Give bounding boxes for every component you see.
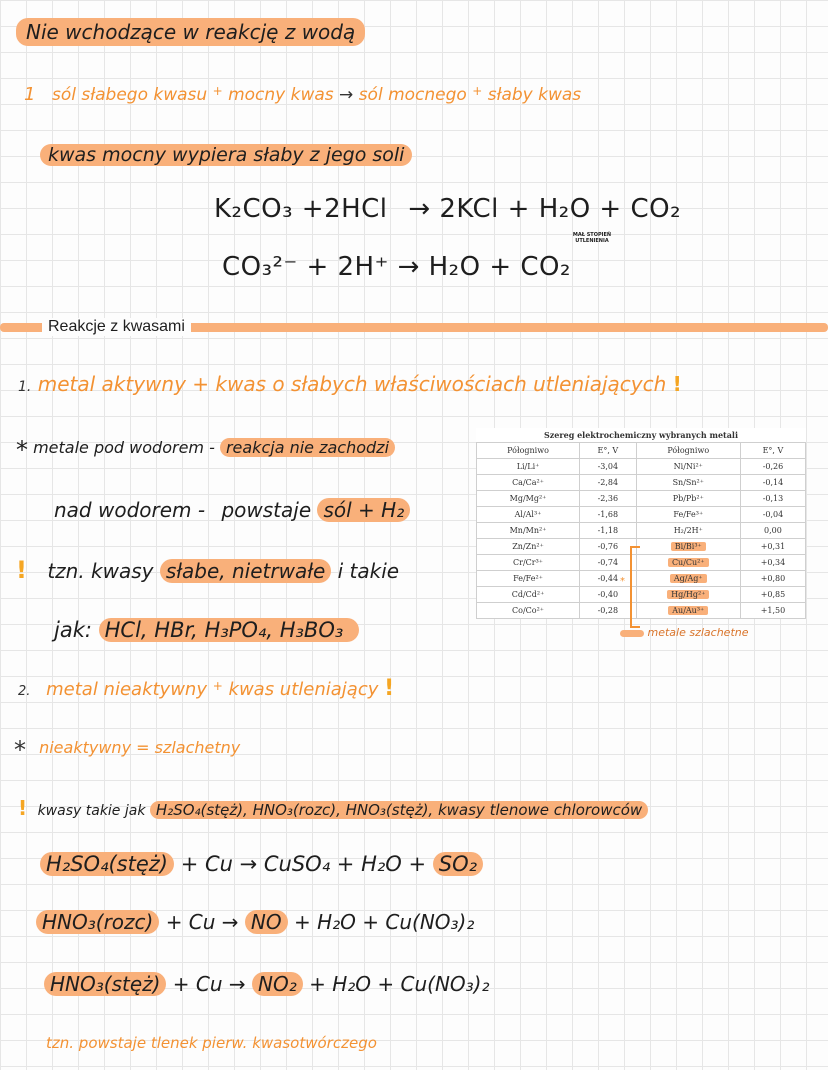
table-row <box>477 587 806 603</box>
jak-line <box>54 618 359 642</box>
eq1-rhs: → 2KCl + H₂O + CO₂ <box>408 194 682 224</box>
eq4-lhs: HNO₃(rozc) <box>36 910 159 934</box>
noble-metal-cell: Cu/Cu²⁺ <box>668 558 709 567</box>
table-cell: Cd/Cd²⁺ <box>477 587 580 603</box>
rule1-prod1: sól mocnego <box>358 84 467 105</box>
table-cell: -0,14 <box>740 475 805 491</box>
table-cell: Ni/Ni²⁺ <box>636 459 740 475</box>
tzn-highlight: słabe, nietrwałe <box>160 559 331 583</box>
table-cell <box>636 571 740 587</box>
table-row <box>477 603 806 619</box>
acids-list: H₂SO₄(stęż), HNO₃(rozc), HNO₃(stęż), kwasy tlenowe chlorowców <box>150 801 648 819</box>
series-table <box>476 428 806 619</box>
star2-text: nieaktywny = szlachetny <box>39 738 241 758</box>
rule1-note: kwas mocny wypiera słaby z jego soli <box>40 144 412 166</box>
star2-line <box>14 736 240 764</box>
table-cell: 0,00 <box>740 523 805 539</box>
rule-b-text: metal nieaktywny <box>46 679 207 700</box>
exclamation-icon: ! <box>16 556 27 584</box>
table-row <box>477 459 806 475</box>
eq5-lhs: HNO₃(stęż) <box>44 972 166 996</box>
table-cell: -0,76 <box>580 539 637 555</box>
rule1-left: sól słabego kwasu <box>52 84 208 105</box>
acids-line <box>18 796 648 820</box>
rule1-plus2: + <box>472 84 483 98</box>
table-cell: -0,74 <box>580 555 637 571</box>
jak-label: jak: <box>54 618 92 642</box>
star1-highlight: reakcja nie zachodzi <box>220 438 395 457</box>
table-header-row <box>477 443 806 459</box>
eq3-rhs: + Cu → CuSO₄ + H₂O + <box>180 852 427 876</box>
table-cell: +0,31 <box>740 539 805 555</box>
eq5-rhs: + H₂O + Cu(NO₃)₂ <box>309 972 490 996</box>
table-cell: -0,44 <box>580 571 637 587</box>
table-cell <box>636 539 740 555</box>
table-cell: -0,26 <box>740 459 805 475</box>
table-row <box>477 539 806 555</box>
table-cell: -2,36 <box>580 491 637 507</box>
star1-line <box>16 436 395 464</box>
table-cell <box>636 603 740 619</box>
table-cell: -1,18 <box>580 523 637 539</box>
equation-2: CO₃²⁻ + 2H⁺ → H₂O + CO₂ <box>222 252 571 282</box>
table-cell: Fe/Fe³⁺ <box>636 507 740 523</box>
table-cell: Zn/Zn²⁺ <box>477 539 580 555</box>
rule-a <box>18 372 682 396</box>
table-row <box>477 571 806 587</box>
table-cell: Sn/Sn²⁺ <box>636 475 740 491</box>
exclamation-icon: ! <box>384 676 395 701</box>
table-row <box>477 491 806 507</box>
noble-metal-cell: Au/Au³⁺ <box>668 606 708 615</box>
table-row <box>477 507 806 523</box>
table-cell: -3,04 <box>580 459 637 475</box>
noble-metals-text: metale szlachetne <box>647 626 749 639</box>
eq5-mid: + Cu → <box>172 972 246 996</box>
rule1-plus: + <box>212 84 223 98</box>
tzn-text3: i takie <box>337 559 400 583</box>
eq3-gas: SO₂ <box>433 852 483 876</box>
table-cell: Pb/Pb²⁺ <box>636 491 740 507</box>
asterisk-icon: * <box>14 736 26 764</box>
table-cell <box>636 587 740 603</box>
table-cell: +0,85 <box>740 587 805 603</box>
table-header: Półogniwo <box>636 443 740 459</box>
table-cell: Cr/Cr³⁺ <box>477 555 580 571</box>
table-row <box>477 555 806 571</box>
table-cell: -0,28 <box>580 603 637 619</box>
table-cell: -2,84 <box>580 475 637 491</box>
table-row <box>477 523 806 539</box>
eq1-annotation: MAŁ STOPIEŃ UTLENIENIA <box>572 232 612 244</box>
table-cell: +0,34 <box>740 555 805 571</box>
rule1-arrow: → <box>339 84 354 105</box>
table-cell <box>636 555 740 571</box>
table-cell: Co/Co²⁺ <box>477 603 580 619</box>
rule-a-number: 1. <box>18 379 32 395</box>
electrochemical-series-table <box>476 428 806 619</box>
noble-star: * <box>620 576 625 587</box>
conclusion: tzn. powstaje tlenek pierw. kwasotwórczego <box>46 1034 377 1052</box>
eq1-lhs: K₂CO₃ +2HCl <box>214 194 388 224</box>
table-cell: Mg/Mg²⁺ <box>477 491 580 507</box>
table-cell: +1,50 <box>740 603 805 619</box>
above-hydrogen-line <box>54 498 410 522</box>
noble-metal-cell: Ag/Ag⁺ <box>670 574 707 583</box>
table-cell: -0,04 <box>740 507 805 523</box>
table-cell: -0,40 <box>580 587 637 603</box>
rule-b-number: 2. <box>18 684 31 699</box>
equation-5 <box>44 972 490 996</box>
noble-metal-cell: Hg/Hg²⁺ <box>667 590 709 599</box>
equation-1 <box>214 194 681 224</box>
noble-metals-bracket <box>630 546 640 628</box>
rule-a-text: metal aktywny + kwas o słabych właściwościach utleniających <box>37 372 667 396</box>
table-cell: Ca/Ca²⁺ <box>477 475 580 491</box>
above-text2: powstaje <box>221 498 312 522</box>
star1-text: metale pod wodorem - <box>33 438 215 458</box>
rule-b <box>18 676 394 701</box>
table-cell: Li/Li⁺ <box>477 459 580 475</box>
table-header: Półogniwo <box>477 443 580 459</box>
eq5-gas: NO₂ <box>252 972 303 996</box>
tzn-line <box>16 556 399 584</box>
exclamation-icon: ! <box>672 372 682 396</box>
rule1-prod2: słaby kwas <box>487 84 582 105</box>
rule-b-text2: kwas utleniający <box>228 679 379 700</box>
rule1-line <box>52 84 581 105</box>
equation-3 <box>40 852 483 876</box>
table-header: E°, V <box>580 443 637 459</box>
rule-b-plus: + <box>212 679 223 694</box>
jak-acids: HCl, HBr, H₃PO₄, H₃BO₃ <box>99 618 360 642</box>
eq4-gas: NO <box>245 910 288 934</box>
eq3-lhs: H₂SO₄(stęż) <box>40 852 174 876</box>
noble-metals-label <box>620 626 749 639</box>
eq4-mid: + Cu → <box>165 910 239 934</box>
section-heading: Reakcje z kwasami <box>42 318 191 336</box>
table-caption: Szereg elektrochemiczny wybranych metali <box>543 430 739 440</box>
asterisk-icon: * <box>16 436 28 464</box>
exclamation-icon: ! <box>18 796 28 820</box>
above-highlight: sól + H₂ <box>317 498 410 522</box>
eq4-rhs: + H₂O + Cu(NO₃)₂ <box>293 910 475 934</box>
table-cell: -0,13 <box>740 491 805 507</box>
table-cell: Mn/Mn²⁺ <box>477 523 580 539</box>
equation-4 <box>36 910 474 934</box>
noble-metal-cell: Bi/Bi³⁺ <box>671 542 706 551</box>
table-cell: -1,68 <box>580 507 637 523</box>
table-cell: +0,80 <box>740 571 805 587</box>
rule1-right: mocny kwas <box>228 84 334 105</box>
rule1-number: 1 <box>24 84 36 105</box>
table-header: E°, V <box>740 443 805 459</box>
tzn-text: tzn. kwasy <box>47 559 154 583</box>
table-cell: Fe/Fe²⁺ <box>477 571 580 587</box>
table-row <box>477 475 806 491</box>
table-cell: H₂/2H⁺ <box>636 523 740 539</box>
noble-pill <box>620 630 644 637</box>
page-title: Nie wchodzące w reakcję z wodą <box>16 18 365 46</box>
acids-text: kwasy takie jak <box>37 803 146 819</box>
above-text: nad wodorem - <box>54 498 206 522</box>
table-cell: Al/Al³⁺ <box>477 507 580 523</box>
